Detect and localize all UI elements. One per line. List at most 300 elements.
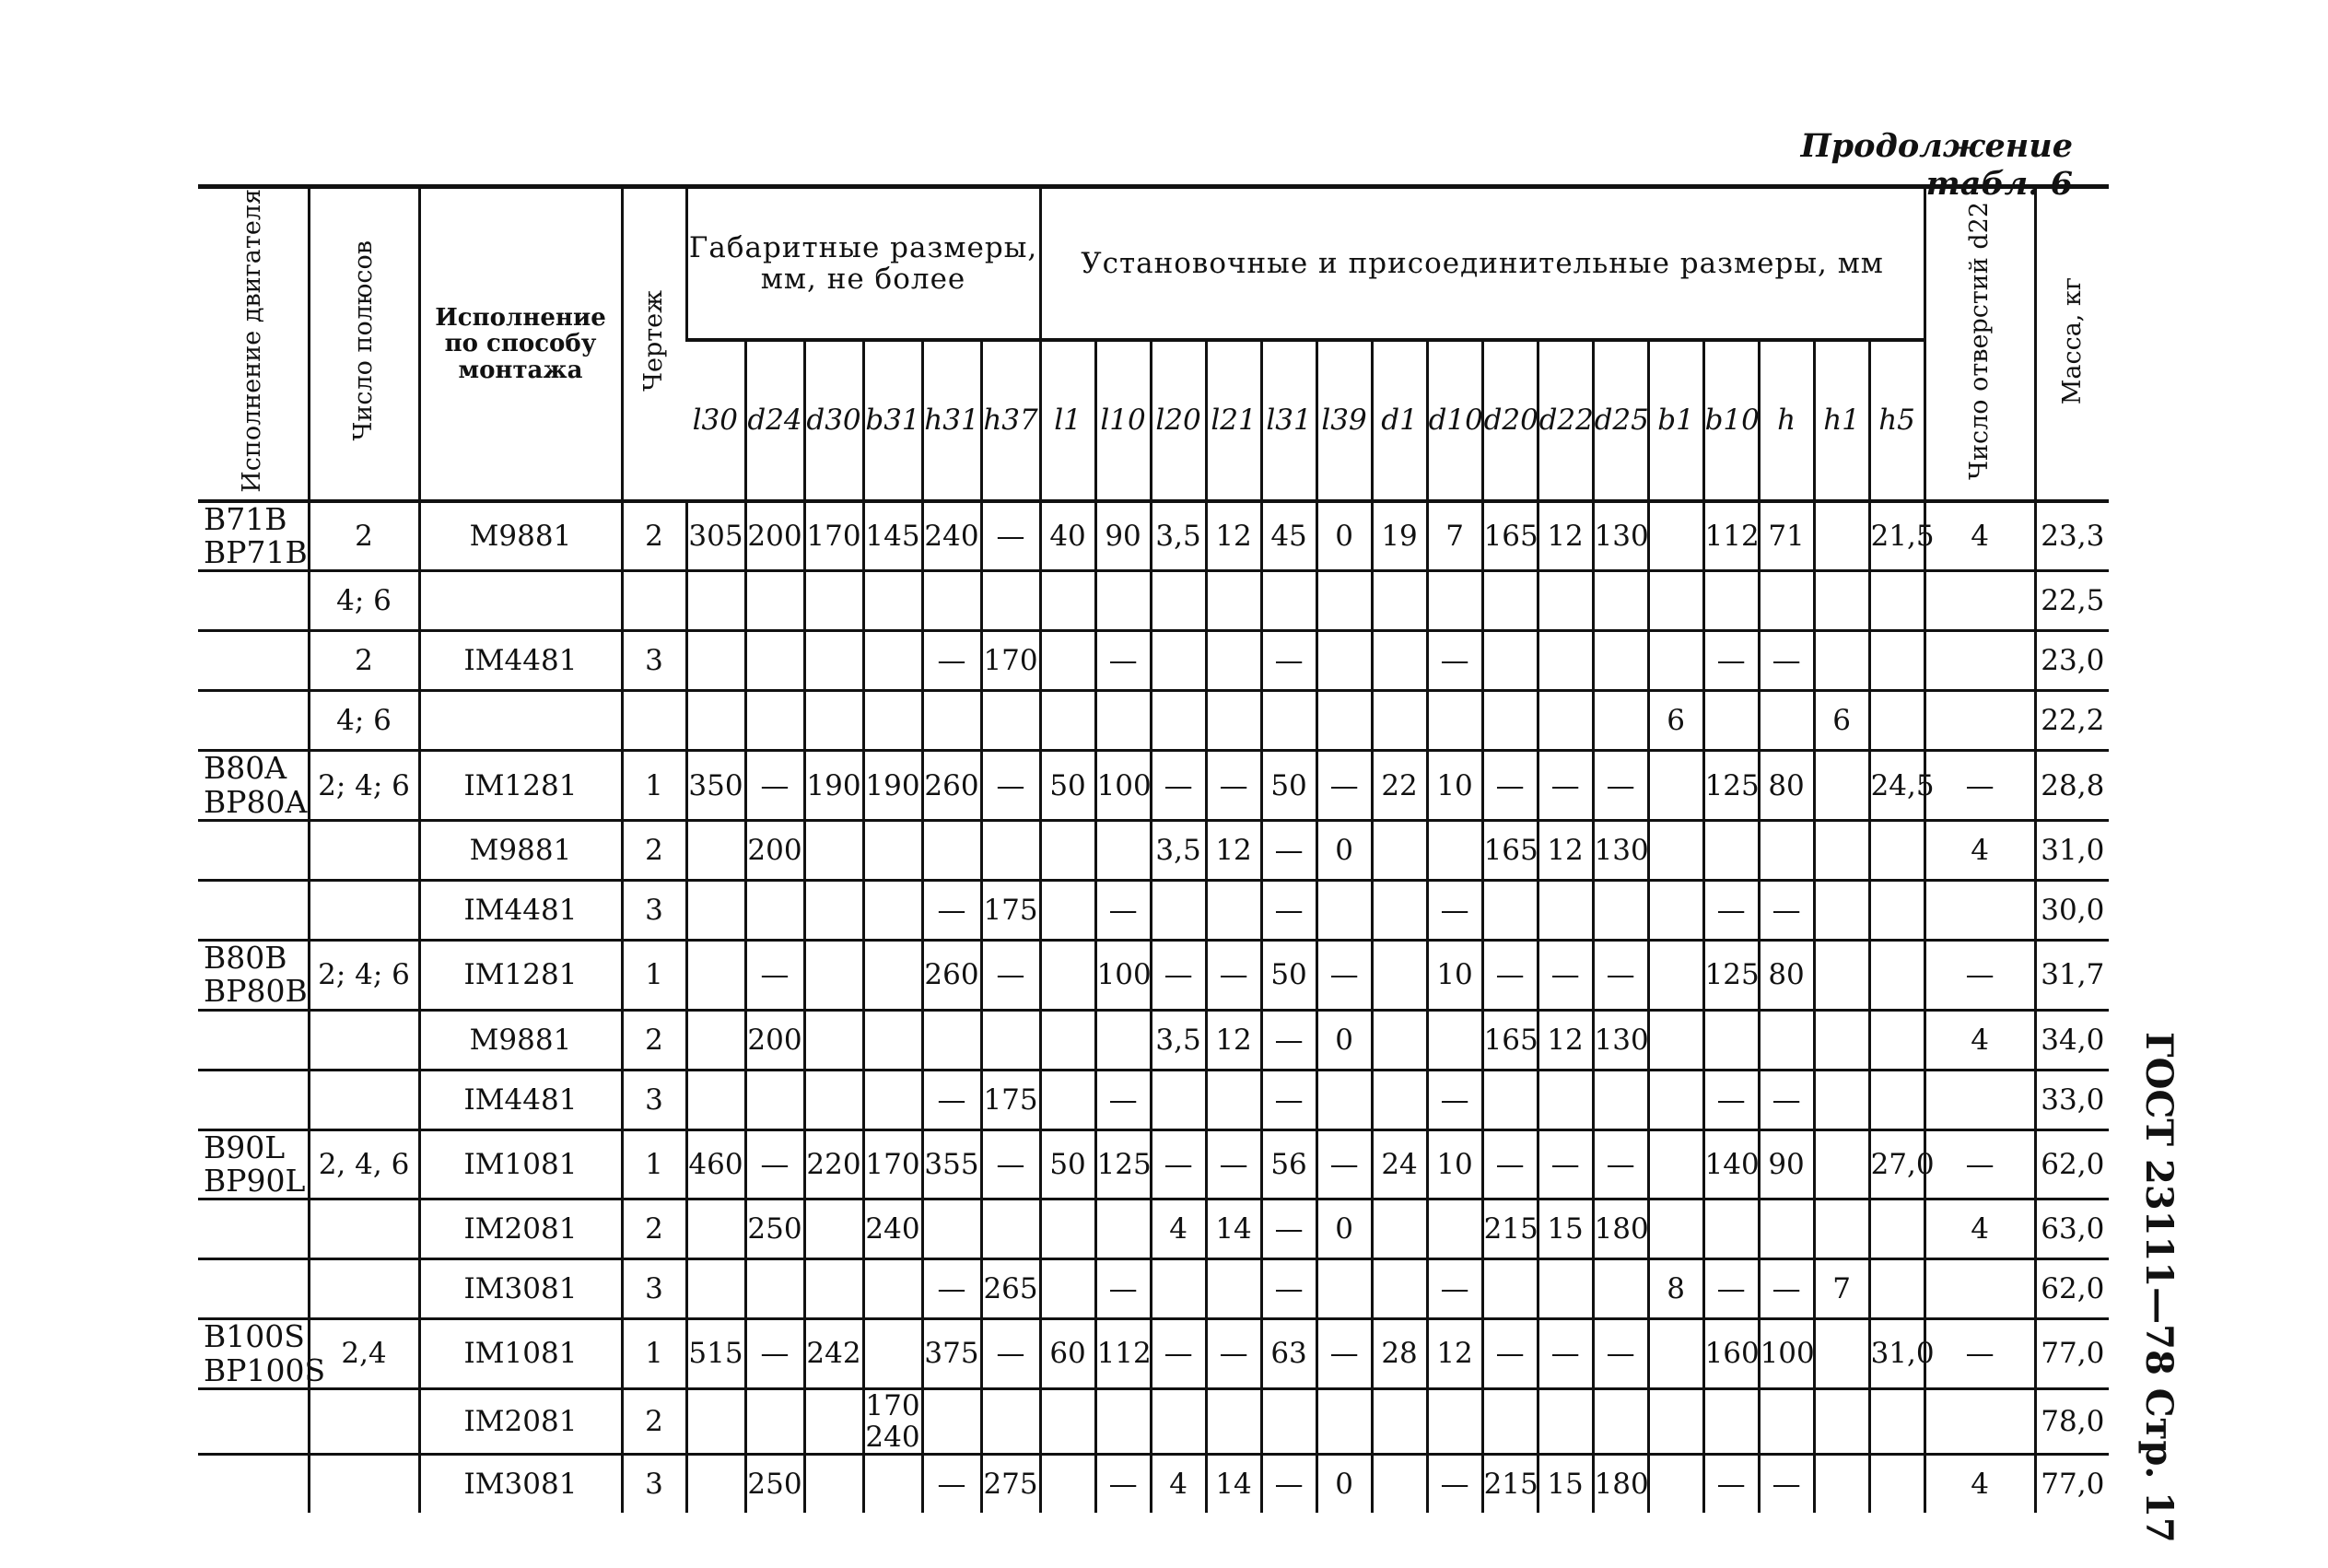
cell-d10: [1427, 821, 1482, 881]
cell-l10: —: [1095, 1455, 1151, 1514]
cell-h: 80: [1759, 941, 1814, 1011]
cell-d24: —: [745, 1319, 804, 1389]
cell-h5: [1869, 1388, 1924, 1454]
cell-h5: [1869, 631, 1924, 691]
cell-h31: —: [922, 631, 981, 691]
cell-l20: 3,5: [1151, 1010, 1206, 1070]
cell-l30: [686, 1010, 745, 1070]
cell-h1: 6: [1814, 691, 1869, 751]
cell-b1: [1648, 1010, 1703, 1070]
cell-d24: [745, 1070, 804, 1129]
cell-b10: 160: [1703, 1319, 1759, 1389]
cell-h37: [981, 821, 1040, 881]
cell-l10: —: [1095, 631, 1151, 691]
cell-h31: —: [922, 1259, 981, 1319]
cell-l21: [1206, 631, 1261, 691]
cell-l21: 12: [1206, 501, 1261, 571]
cell-b10: 140: [1703, 1129, 1759, 1199]
cell-d24: —: [745, 1129, 804, 1199]
cell-poles: [309, 1010, 419, 1070]
cell-mass: 28,8: [2035, 751, 2109, 821]
cell-l21: 14: [1206, 1455, 1261, 1514]
side-page-label: ГОСТ 23111—78 Стр. 17: [2137, 1032, 2181, 1543]
table-row: [198, 1455, 2109, 1514]
cell-b1: [1648, 1455, 1703, 1514]
cell-l21: [1206, 1070, 1261, 1129]
cell-d10: 10: [1427, 941, 1482, 1011]
cell-d1: [1372, 631, 1427, 691]
cell-d20: 165: [1482, 1010, 1538, 1070]
cell-d1: [1372, 1199, 1427, 1259]
cell-l20: 4: [1151, 1455, 1206, 1514]
cell-l31: 50: [1261, 751, 1316, 821]
cell-mount: M9881: [419, 501, 622, 571]
cell-l31: [1261, 691, 1316, 751]
cell-d10: [1427, 1199, 1482, 1259]
col-l30: l30: [686, 340, 745, 501]
cell-d25: —: [1593, 941, 1648, 1011]
cell-d1: [1372, 821, 1427, 881]
cell-b31: [863, 1010, 922, 1070]
cell-h37: 275: [981, 1455, 1040, 1514]
cell-l20: [1151, 1259, 1206, 1319]
cell-mount: IM4481: [419, 881, 622, 941]
cell-h5: [1869, 881, 1924, 941]
cell-d30: [804, 631, 863, 691]
cell-l30: [686, 571, 745, 631]
cell-d20: [1482, 1070, 1538, 1129]
cell-d20: 215: [1482, 1199, 1538, 1259]
cell-mass: 77,0: [2035, 1455, 2109, 1514]
cell-h: 100: [1759, 1319, 1814, 1389]
table-row: [198, 1070, 2109, 1129]
cell-h: —: [1759, 881, 1814, 941]
cell-l10: —: [1095, 1070, 1151, 1129]
cell-dr: 3: [622, 1259, 686, 1319]
col-h1: h1: [1814, 340, 1869, 501]
cell-h5: [1869, 821, 1924, 881]
cell-poles: 2: [309, 501, 419, 571]
cell-d22: [1538, 571, 1593, 631]
cell-d10: 12: [1427, 1319, 1482, 1389]
cell-h1: [1814, 881, 1869, 941]
col-h: h: [1759, 340, 1814, 501]
cell-b31: 170 240: [863, 1388, 922, 1454]
cell-b1: [1648, 571, 1703, 631]
cell-b10: —: [1703, 1259, 1759, 1319]
cell-b1: [1648, 941, 1703, 1011]
cell-l1: [1040, 631, 1095, 691]
cell-d30: [804, 1259, 863, 1319]
cell-h31: [922, 1199, 981, 1259]
cell-l30: [686, 691, 745, 751]
cell-l20: [1151, 631, 1206, 691]
cell-h31: —: [922, 1455, 981, 1514]
cell-poles: [309, 1199, 419, 1259]
cell-b10: [1703, 1199, 1759, 1259]
cell-d25: 130: [1593, 821, 1648, 881]
cell-d1: 22: [1372, 751, 1427, 821]
cell-poles: 2,4: [309, 1319, 419, 1389]
cell-h: [1759, 1388, 1814, 1454]
cell-h37: —: [981, 751, 1040, 821]
col-h37: h37: [981, 340, 1040, 501]
cell-l10: [1095, 571, 1151, 631]
cell-l1: [1040, 1388, 1095, 1454]
cell-d30: 242: [804, 1319, 863, 1389]
cell-mount: M9881: [419, 1010, 622, 1070]
cell-l30: [686, 881, 745, 941]
table-row: [198, 1129, 2109, 1199]
cell-b1: [1648, 881, 1703, 941]
cell-h: —: [1759, 1455, 1814, 1514]
cell-d25: 130: [1593, 1010, 1648, 1070]
cell-l39: 0: [1316, 1455, 1372, 1514]
cell-d10: —: [1427, 1070, 1482, 1129]
cell-b1: [1648, 821, 1703, 881]
cell-h37: [981, 1010, 1040, 1070]
cell-motor: [198, 881, 309, 941]
cell-l1: [1040, 1455, 1095, 1514]
cell-mass: 62,0: [2035, 1129, 2109, 1199]
cell-b31: [863, 1319, 922, 1389]
cell-mount: [419, 571, 622, 631]
cell-d22: [1538, 881, 1593, 941]
cell-l20: —: [1151, 1319, 1206, 1389]
cell-motor: B90L BP90L: [198, 1129, 309, 1199]
col-l10: l10: [1095, 340, 1151, 501]
cell-holes: —: [1924, 941, 2035, 1011]
cell-l20: [1151, 691, 1206, 751]
cell-l31: —: [1261, 821, 1316, 881]
cell-mass: 31,0: [2035, 821, 2109, 881]
cell-d1: 19: [1372, 501, 1427, 571]
cell-d30: 220: [804, 1129, 863, 1199]
cell-h5: [1869, 691, 1924, 751]
cell-l1: 60: [1040, 1319, 1095, 1389]
cell-d22: —: [1538, 1319, 1593, 1389]
cell-d22: [1538, 1259, 1593, 1319]
cell-d22: 12: [1538, 501, 1593, 571]
cell-l30: [686, 631, 745, 691]
cell-l31: —: [1261, 1199, 1316, 1259]
cell-l39: [1316, 1070, 1372, 1129]
cell-mount: IM1081: [419, 1129, 622, 1199]
cell-d20: [1482, 631, 1538, 691]
cell-l1: [1040, 941, 1095, 1011]
cell-l10: 100: [1095, 941, 1151, 1011]
cell-l21: [1206, 881, 1261, 941]
cell-holes: —: [1924, 751, 2035, 821]
cell-d22: 15: [1538, 1199, 1593, 1259]
table-row: [198, 691, 2109, 751]
cell-l21: [1206, 691, 1261, 751]
table-row: [198, 501, 2109, 571]
cell-b10: 125: [1703, 941, 1759, 1011]
cell-h31: 260: [922, 941, 981, 1011]
cell-b31: 240: [863, 1199, 922, 1259]
cell-dr: 3: [622, 1070, 686, 1129]
cell-motor: [198, 571, 309, 631]
cell-l30: [686, 821, 745, 881]
cell-dr: 2: [622, 821, 686, 881]
cell-l20: 3,5: [1151, 821, 1206, 881]
cell-l39: [1316, 691, 1372, 751]
cell-holes: [1924, 631, 2035, 691]
cell-d20: —: [1482, 751, 1538, 821]
cell-mount: IM1081: [419, 1319, 622, 1389]
cell-b31: [863, 1070, 922, 1129]
cell-l31: —: [1261, 1259, 1316, 1319]
cell-poles: 4; 6: [309, 571, 419, 631]
col-drawing: Чертеж: [622, 187, 686, 501]
cell-l30: 305: [686, 501, 745, 571]
cell-d20: 165: [1482, 501, 1538, 571]
cell-h5: [1869, 1070, 1924, 1129]
table-row: [198, 1010, 2109, 1070]
cell-h: —: [1759, 1070, 1814, 1129]
cell-h: [1759, 1010, 1814, 1070]
cell-h1: [1814, 1319, 1869, 1389]
cell-d30: [804, 1199, 863, 1259]
col-d1: d1: [1372, 340, 1427, 501]
cell-l10: [1095, 1199, 1151, 1259]
cell-d24: [745, 691, 804, 751]
cell-h31: [922, 691, 981, 751]
cell-d25: [1593, 571, 1648, 631]
cell-d1: [1372, 1455, 1427, 1514]
cell-b1: [1648, 501, 1703, 571]
cell-b10: —: [1703, 1070, 1759, 1129]
cell-l30: [686, 1259, 745, 1319]
cell-h1: [1814, 941, 1869, 1011]
cell-b31: [863, 941, 922, 1011]
cell-mount: IM1281: [419, 941, 622, 1011]
cell-h5: 27,0: [1869, 1129, 1924, 1199]
cell-l21: 12: [1206, 821, 1261, 881]
cell-h1: [1814, 1010, 1869, 1070]
cell-mass: 23,0: [2035, 631, 2109, 691]
cell-l1: [1040, 1199, 1095, 1259]
cell-b31: [863, 1455, 922, 1514]
col-poles: Число полюсов: [309, 187, 419, 501]
cell-h5: [1869, 1199, 1924, 1259]
cell-l1: [1040, 1259, 1095, 1319]
cell-b31: 190: [863, 751, 922, 821]
cell-motor: [198, 821, 309, 881]
cell-b10: —: [1703, 1455, 1759, 1514]
cell-l1: 50: [1040, 751, 1095, 821]
cell-b10: —: [1703, 631, 1759, 691]
cell-h37: [981, 1388, 1040, 1454]
cell-h37: —: [981, 501, 1040, 571]
cell-d10: [1427, 691, 1482, 751]
table-row: [198, 1319, 2109, 1389]
cell-b31: [863, 881, 922, 941]
cell-h31: [922, 571, 981, 631]
cell-b1: [1648, 1070, 1703, 1129]
cell-d20: [1482, 881, 1538, 941]
cell-d24: 200: [745, 821, 804, 881]
cell-l39: [1316, 631, 1372, 691]
cell-l1: [1040, 881, 1095, 941]
cell-d30: 190: [804, 751, 863, 821]
cell-l20: —: [1151, 1129, 1206, 1199]
cell-l1: [1040, 1070, 1095, 1129]
cell-b31: 145: [863, 501, 922, 571]
cell-h1: [1814, 1199, 1869, 1259]
cell-l1: [1040, 691, 1095, 751]
cell-motor: [198, 1010, 309, 1070]
table-row: [198, 821, 2109, 881]
cell-h: —: [1759, 1259, 1814, 1319]
cell-d30: [804, 941, 863, 1011]
cell-l30: [686, 941, 745, 1011]
cell-h5: [1869, 1259, 1924, 1319]
cell-b10: [1703, 1388, 1759, 1454]
cell-poles: [309, 881, 419, 941]
cell-d20: [1482, 691, 1538, 751]
cell-h37: —: [981, 1319, 1040, 1389]
cell-h1: [1814, 501, 1869, 571]
cell-b1: [1648, 1129, 1703, 1199]
cell-d10: 10: [1427, 751, 1482, 821]
cell-l1: [1040, 821, 1095, 881]
cell-d22: 12: [1538, 1010, 1593, 1070]
cell-mass: 63,0: [2035, 1199, 2109, 1259]
cell-dr: 1: [622, 941, 686, 1011]
cell-d30: [804, 571, 863, 631]
cell-l30: 350: [686, 751, 745, 821]
cell-b31: [863, 571, 922, 631]
cell-l39: 0: [1316, 501, 1372, 571]
cell-motor: [198, 1388, 309, 1454]
cell-mount: IM1281: [419, 751, 622, 821]
cell-l20: 3,5: [1151, 501, 1206, 571]
cell-poles: [309, 821, 419, 881]
cell-dr: [622, 691, 686, 751]
cell-l39: —: [1316, 941, 1372, 1011]
cell-d24: 200: [745, 1010, 804, 1070]
cell-mass: 62,0: [2035, 1259, 2109, 1319]
col-b31: b31: [863, 340, 922, 501]
cell-l10: [1095, 1388, 1151, 1454]
cell-motor: B71B BP71B: [198, 501, 309, 571]
cell-l21: [1206, 1388, 1261, 1454]
cell-b31: [863, 1259, 922, 1319]
cell-h37: —: [981, 941, 1040, 1011]
cell-poles: [309, 1455, 419, 1514]
cell-l10: —: [1095, 1259, 1151, 1319]
cell-d10: —: [1427, 1259, 1482, 1319]
cell-d1: [1372, 1010, 1427, 1070]
cell-h: [1759, 571, 1814, 631]
cell-d25: —: [1593, 1319, 1648, 1389]
cell-l20: —: [1151, 941, 1206, 1011]
col-h31: h31: [922, 340, 981, 501]
cell-d20: —: [1482, 1319, 1538, 1389]
cell-d22: [1538, 1070, 1593, 1129]
cell-d25: [1593, 1388, 1648, 1454]
cell-h31: 375: [922, 1319, 981, 1389]
cell-l10: [1095, 1010, 1151, 1070]
cell-d24: 250: [745, 1455, 804, 1514]
cell-d1: [1372, 1070, 1427, 1129]
cell-h1: [1814, 631, 1869, 691]
cell-b1: 6: [1648, 691, 1703, 751]
cell-h: 71: [1759, 501, 1814, 571]
col-holes: Число отверстий d22: [1924, 187, 2035, 501]
cell-h31: —: [922, 1070, 981, 1129]
col-l20: l20: [1151, 340, 1206, 501]
cell-mass: 33,0: [2035, 1070, 2109, 1129]
col-overall: Габаритные размеры, мм, не более: [686, 187, 1040, 340]
cell-l20: [1151, 1070, 1206, 1129]
cell-poles: [309, 1070, 419, 1129]
cell-d1: 28: [1372, 1319, 1427, 1389]
cell-holes: 4: [1924, 821, 2035, 881]
cell-dr: 3: [622, 631, 686, 691]
cell-l31: —: [1261, 1455, 1316, 1514]
cell-l10: 100: [1095, 751, 1151, 821]
cell-d10: —: [1427, 1455, 1482, 1514]
cell-l30: [686, 1388, 745, 1454]
cell-d20: 165: [1482, 821, 1538, 881]
cell-d30: [804, 1455, 863, 1514]
cell-b1: 8: [1648, 1259, 1703, 1319]
cell-motor: [198, 691, 309, 751]
cell-h31: —: [922, 881, 981, 941]
cell-d10: [1427, 1010, 1482, 1070]
cell-h: [1759, 821, 1814, 881]
cell-holes: [1924, 1070, 2035, 1129]
cell-d1: 24: [1372, 1129, 1427, 1199]
cell-mass: 22,5: [2035, 571, 2109, 631]
cell-mass: 77,0: [2035, 1319, 2109, 1389]
cell-l20: 4: [1151, 1199, 1206, 1259]
cell-d30: [804, 691, 863, 751]
cell-d24: —: [745, 751, 804, 821]
cell-l10: 112: [1095, 1319, 1151, 1389]
cell-l10: [1095, 691, 1151, 751]
cell-l39: [1316, 571, 1372, 631]
cell-l20: [1151, 881, 1206, 941]
cell-holes: —: [1924, 1129, 2035, 1199]
cell-d10: [1427, 1388, 1482, 1454]
col-d20: d20: [1482, 340, 1538, 501]
cell-l20: [1151, 1388, 1206, 1454]
cell-h1: [1814, 751, 1869, 821]
cell-b10: 112: [1703, 501, 1759, 571]
cell-h31: 355: [922, 1129, 981, 1199]
cell-d25: [1593, 631, 1648, 691]
table-row: [198, 1388, 2109, 1454]
cell-holes: 4: [1924, 1455, 2035, 1514]
cell-h31: [922, 821, 981, 881]
cell-l21: 12: [1206, 1010, 1261, 1070]
col-d10: d10: [1427, 340, 1482, 501]
cell-d25: —: [1593, 1129, 1648, 1199]
cell-l39: —: [1316, 1129, 1372, 1199]
cell-h5: 31,0: [1869, 1319, 1924, 1389]
cell-h5: [1869, 941, 1924, 1011]
cell-h37: [981, 691, 1040, 751]
cell-d24: —: [745, 941, 804, 1011]
cell-l31: 63: [1261, 1319, 1316, 1389]
cell-l21: —: [1206, 1129, 1261, 1199]
cell-h31: 240: [922, 501, 981, 571]
cell-h: [1759, 1199, 1814, 1259]
